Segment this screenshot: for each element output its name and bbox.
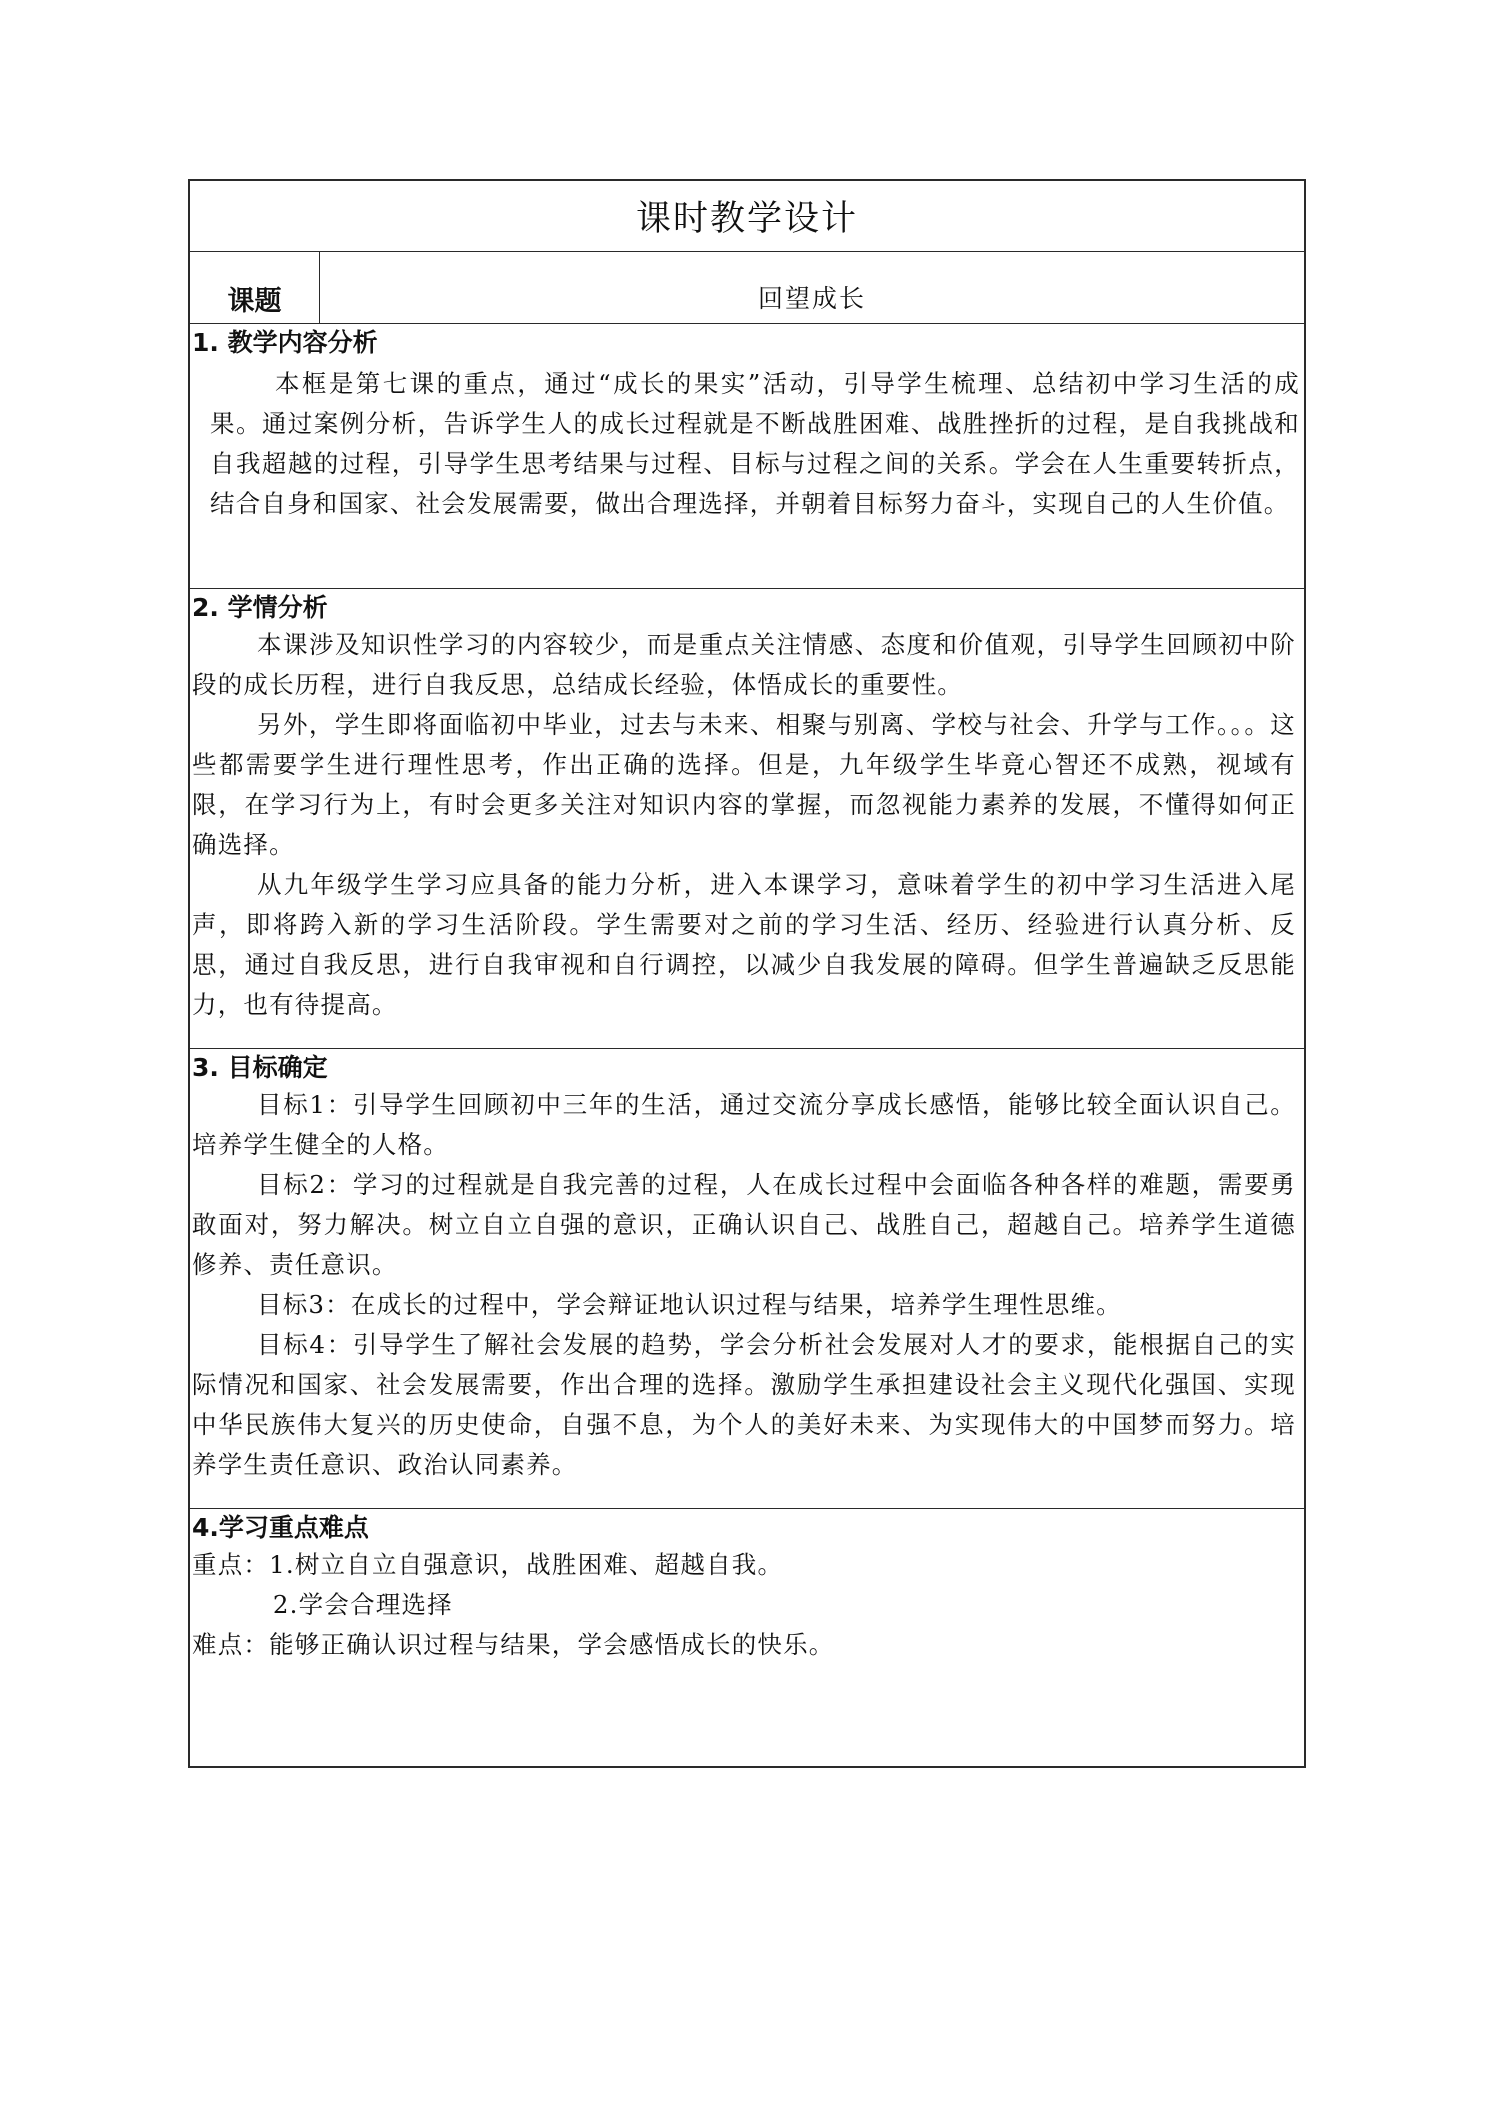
lesson-design-table: [188, 179, 1306, 1768]
section-paragraph: 本框是第七课的重点，通过“成长的果实”活动，引导学生梳理、总结初中学习生活的成果。通过案例分析，告诉学生人的成长过程就是不断战胜困难、战胜挫折的过程，是自我挑战和自我超越的过程，引导学生思考结果与过程、目标与过程之间的关系。学会在人生重要转折点，结合自身和国家、社会发展需要，做出合理选择，并朝着目标努力奋斗，实现自己的人生价值。: [210, 369, 1300, 518]
key-point-line: 2.学会合理选择: [192, 1590, 453, 1619]
key-point-line: 重点：1.树立自立自强意识，战胜困难、超越自我。: [192, 1550, 784, 1579]
section-heading: 2. 学情分析: [192, 593, 328, 622]
section-heading: 3. 目标确定: [192, 1053, 328, 1082]
objective-4: 目标4：引导学生了解社会发展的趋势，学会分析社会发展对人才的要求，能根据自己的实际情况和国家、社会发展需要，作出合理的选择。激励学生承担建设社会主义现代化强国、实现中华民族伟大复兴的历史使命，自强不息，为个人的美好未来、为实现伟大的中国梦而努力。培养学生责任意识、政治认同素养。: [192, 1330, 1296, 1479]
topic-value: 回望成长: [757, 284, 866, 313]
section-student-analysis: [190, 589, 1304, 1049]
section-heading: 4.学习重点难点: [192, 1513, 369, 1542]
section-paragraph: 本课涉及知识性学习的内容较少，而是重点关注情感、态度和价值观，引导学生回顾初中阶段的成长历程，进行自我反思，总结成长经验，体悟成长的重要性。: [192, 630, 1296, 699]
section-paragraph: 另外，学生即将面临初中毕业，过去与未来、相聚与别离、学校与社会、升学与工作。。。这些都需要学生进行理性思考，作出正确的选择。但是，九年级学生毕竟心智还不成熟，视域有限，在学习行为上，有时会更多关注对知识内容的掌握，而忽视能力素养的发展，不懂得如何正确选择。: [192, 710, 1296, 859]
title-row: [190, 181, 1304, 252]
section-key-points: [190, 1509, 1304, 1766]
objective-2: 目标2：学习的过程就是自我完善的过程，人在成长过程中会面临各种各样的难题，需要勇敢面对，努力解决。树立自立自强的意识，正确认识自己、战胜自己，超越自己。培养学生道德修养、责任意识。: [192, 1170, 1296, 1279]
difficulty-line: 难点：能够正确认识过程与结果，学会感悟成长的快乐。: [192, 1630, 835, 1659]
topic-label: 课题: [190, 252, 320, 323]
section-content-analysis: [190, 324, 1304, 589]
section-paragraph: 从九年级学生学习应具备的能力分析，进入本课学习，意味着学生的初中学习生活进入尾声，即将跨入新的学习生活阶段。学生需要对之前的学习生活、经历、经验进行认真分析、反思，通过自我反思，进行自我审视和自行调控，以减少自我发展的障碍。但学生普遍缺乏反思能力，也有待提高。: [192, 870, 1296, 1019]
section-objectives: [190, 1049, 1304, 1509]
objective-3: 目标3：在成长的过程中，学会辩证地认识过程与结果，培养学生理性思维。: [257, 1290, 1122, 1319]
objective-1: 目标1：引导学生回顾初中三年的生活，通过交流分享成长感悟，能够比较全面认识自己。培养学生健全的人格。: [192, 1090, 1296, 1159]
page-title: 课时教学设计: [635, 199, 858, 239]
section-heading: 1. 教学内容分析: [192, 328, 378, 357]
topic-row: [190, 252, 1304, 324]
